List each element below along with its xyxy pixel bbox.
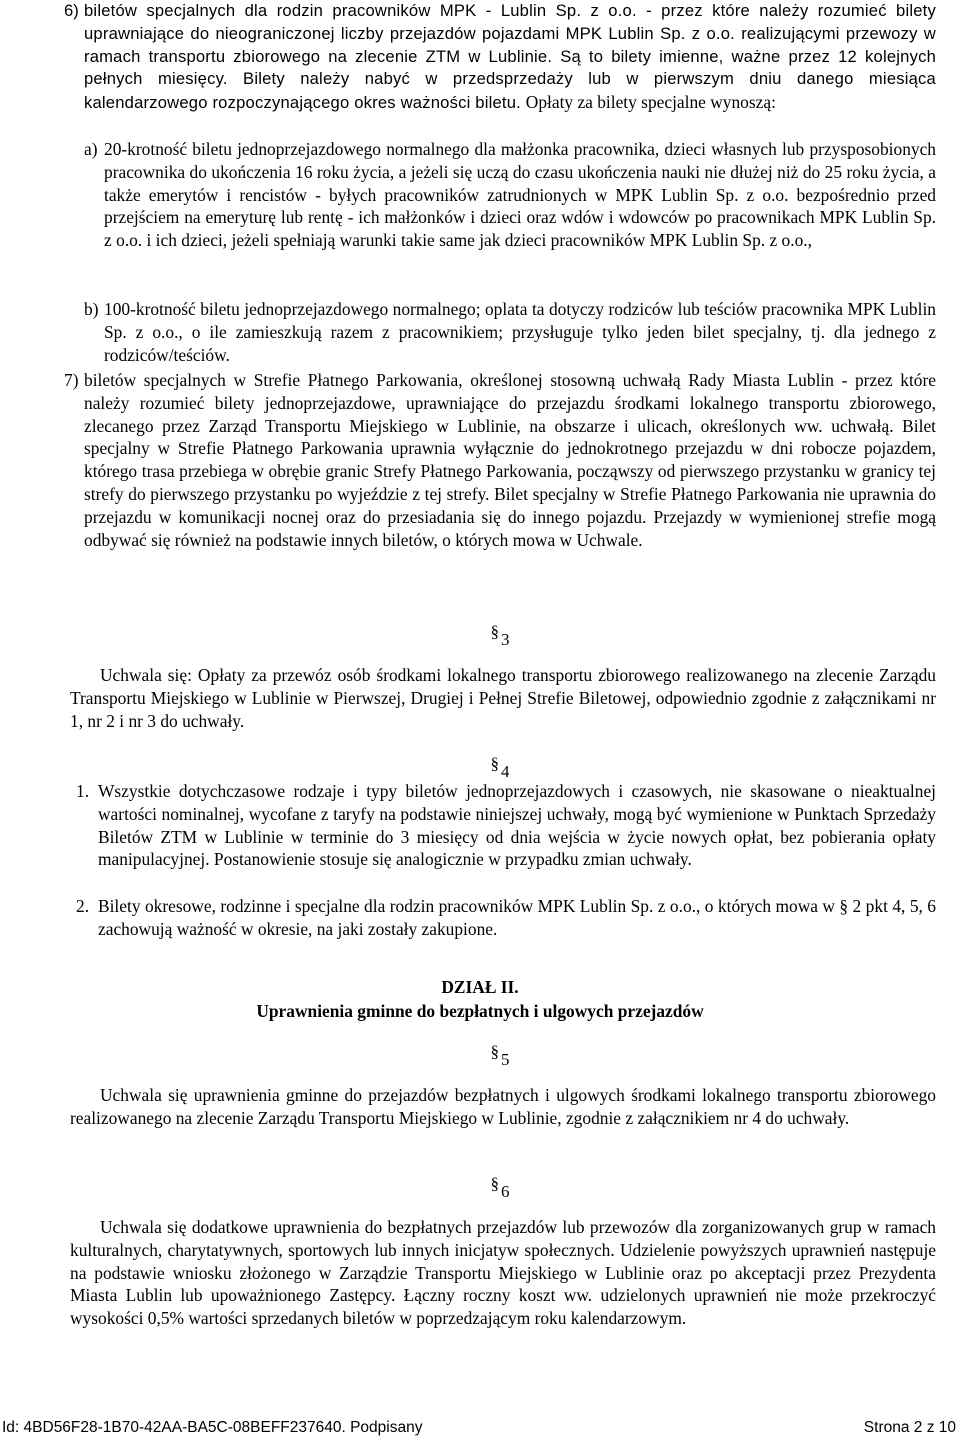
- item-6-sans-text: biletów specjalnych dla rodzin pracowników MPK - Lublin Sp. z o.o. - przez które należy rozumieć bilety uprawniające do nieograniczonej liczby przejazdów pojazdami MPK Lublin Sp. z o.o. realizującymi przewozy w ramach transportu zbiorowego na zlecenie ZTM w Lublinie. Są to bilety imienne, ważne przez 12 kolejnych pełnych miesięcy. Bilety należy nabyć w przedsprzedaży lub w pierwszym dniu danego miesiąca kalendarzowego rozpoczynającego okres ważności biletu.: [84, 1, 936, 113]
- section-3-heading: [470, 622, 530, 650]
- section-4-heading: [470, 754, 530, 782]
- chapter-title: DZIAŁ II.: [441, 977, 519, 997]
- document-id: Id: 4BD56F28-1B70-42AA-BA5C-08BEFF237640. Podpisany: [2, 1419, 423, 1436]
- sub-item-a-text: 20-krotność biletu jednoprzejazdowego normalnego dla małżonka pracownika, dzieci własnych lub przysposobionych pracownika do ukończenia 16 roku życia, a jeżeli się uczą do czasu ukończenia nauki nie dłużej niż do 25 roku życia, a także emerytów i rencistów - byłych pracowników zatrudnionych w MPK Lublin Sp. z o.o. bezpośrednio przed przejściem na emeryturę lub rentę - ich małżonków i dzieci oraz wdów i wdowców po pracownikach MPK Lublin Sp. z o.o. i ich dzieci, jeżeli spełniają warunki takie same jak dzieci pracowników MPK Lublin Sp. z o.o.,: [104, 139, 936, 251]
- section-6-heading: [470, 1174, 530, 1202]
- item-number: 2.: [76, 896, 90, 916]
- item-number: 1.: [76, 781, 90, 801]
- section-6-text: Uchwala się dodatkowe uprawnienia do bezpłatnych przejazdów lub przewozów dla zorganizowanych grup w ramach kulturalnych, charytatywnych, sportowych lub innych inicjatyw społecznych. Udzielenie powyższych uprawnień następuje na podstawie wniosku złożonego w Zarządzie Transportu Miejskiego w Lublinie oraz po akceptacji przez Prezydenta Miasta Lublin lub upoważnionego Zastępcy. Łączny roczny koszt ww. udzielonych uprawnień nie może przekroczyć wysokości 0,5% wartości sprzedanych biletów w poprzedzającym roku kalendarzowym.: [70, 1217, 936, 1329]
- section-number: 3: [501, 630, 510, 649]
- item-6-text: [84, 0, 936, 115]
- section-symbol: §: [490, 1174, 499, 1193]
- sub-item-a-label: a): [84, 139, 98, 159]
- section-number: 4: [501, 762, 510, 781]
- item-number: 6): [64, 1, 79, 20]
- section-symbol: §: [490, 622, 499, 641]
- sub-item-b-text: 100-krotność biletu jednoprzejazdowego normalnego; oplata ta dotyczy rodziców lub teściów pracownika MPK Lublin Sp. z o.o., o ile zamieszkują razem z pracownikiem; przysługuje tylko jeden bilet specjalny, tj. dla jednego z rodziców/teściów.: [104, 299, 936, 365]
- section-4-item-1-text: Wszystkie dotychczasowe rodzaje i typy biletów jednoprzejazdowych i czasowych, nie skasowane o nieaktualnej wartości nominalnej, wycofane z taryfy na podstawie niniejszej uchwały, mogą być wymienione w Punktach Sprzedaży Biletów ZTM w Lublinie w terminie do 3 miesięcy od dnia wejścia w życie nowych opłat, bez pobierania opłaty manipulacyjnej. Postanowienie stosuje się analogicznie w przypadku zmian uchwały.: [98, 781, 936, 870]
- section-number: 5: [501, 1050, 510, 1069]
- section-symbol: §: [490, 1042, 499, 1061]
- section-3-text: Uchwala się: Opłaty za przewóz osób środkami lokalnego transportu zbiorowego realizowanego na zlecenie Zarządu Transportu Miejskiego w Lublinie w Pierwszej, Drugiej i Pełnej Strefie Biletowej, odpowiednio zgodnie z załącznikami nr 1, nr 2 i nr 3 do uchwały.: [70, 665, 936, 731]
- sub-item-b-label: b): [84, 299, 99, 319]
- chapter-subtitle: Uprawnienia gminne do bezpłatnych i ulgowych przejazdów: [256, 1001, 704, 1021]
- section-5-heading: [470, 1042, 530, 1070]
- section-4-item-2-text: Bilety okresowe, rodzinne i specjalne dla rodzin pracowników MPK Lublin Sp. z o.o., o których mowa w § 2 pkt 4, 5, 6 zachowują ważność w okresie, na jaki zostały zakupione.: [98, 896, 936, 939]
- item-7-text: biletów specjalnych w Strefie Płatnego Parkowania, określonej stosowną uchwałą Rady Miasta Lublin - przez które należy rozumieć bilety jednoprzejazdowe, uprawniające do przejazdu środkami lokalnego transportu zbiorowego, zlecanego przez Zarząd Transportu Miejskiego w Lublinie, na obszarze i ulicach, określonych ww. uchwałą. Bilet specjalny w Strefie Płatnego Parkowania uprawnia wyłącznie do jednokrotnego przejazdu w dni robocze pojazdem, którego trasa przebiega w obrębie granic Strefy Płatnego Parkowania, począwszy od pierwszego przystanku w granicy tej strefy do pierwszego przystanku po wyjeździe z tej strefy. Bilet specjalny w Strefie Płatnego Parkowania nie uprawnia do przejazdu w komunikacji nocnej oraz do przesiadania się do innego pojazdu. Przejazdy w wymienionej strefie mogą odbywać się również na podstawie innych biletów, o których mowa w Uchwale.: [84, 370, 936, 550]
- section-symbol: §: [490, 754, 499, 773]
- section-5-text: Uchwala się uprawnienia gminne do przejazdów bezpłatnych i ulgowych środkami lokalnego transportu zbiorowego realizowanego na zlecenie Zarządu Transportu Miejskiego w Lublinie, zgodnie z załącznikiem nr 4 do uchwały.: [70, 1085, 936, 1128]
- item-6-serif-text: Opłaty za bilety specjalne wynoszą:: [525, 92, 776, 113]
- page-number: Strona 2 z 10: [863, 1419, 956, 1436]
- item-number: 7): [64, 370, 79, 390]
- section-number: 6: [501, 1182, 510, 1201]
